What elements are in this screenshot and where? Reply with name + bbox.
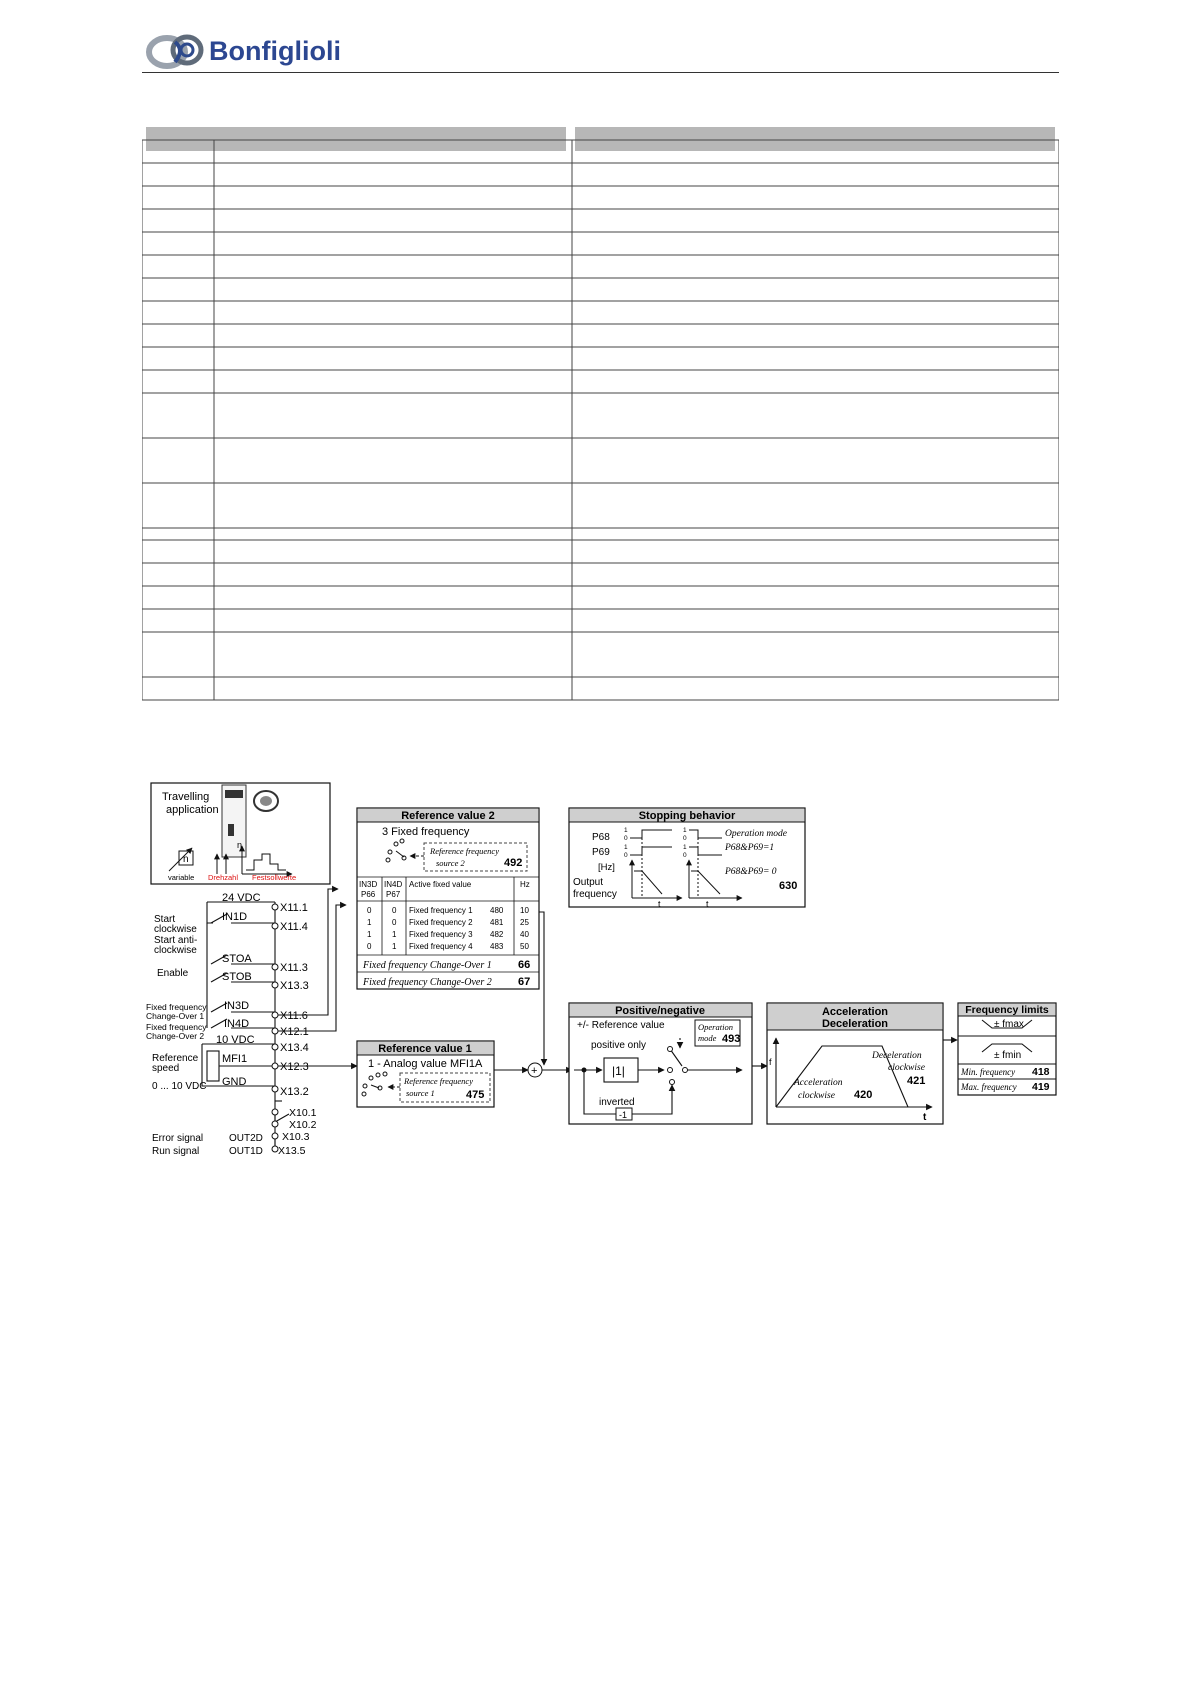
- terminal-labels: [146, 892, 317, 1157]
- bonfiglioli-logo: [145, 28, 395, 72]
- app-title-1: Travelling: [162, 791, 210, 803]
- svg-text:t: t: [658, 899, 661, 909]
- svg-text:P69: P69: [592, 847, 610, 858]
- positive-negative-block: [569, 1003, 752, 1124]
- parameter-table: [142, 127, 1059, 759]
- ff-row-1-label: Fixed frequency 1: [409, 906, 473, 915]
- svg-text:Output: Output: [573, 877, 604, 888]
- svg-text:Active fixed value: Active fixed value: [409, 880, 472, 889]
- svg-text:Fixed frequency: Fixed frequency: [146, 1022, 207, 1032]
- svg-text:X10.1: X10.1: [289, 1107, 317, 1119]
- ref1-source-num: 475: [466, 1089, 485, 1101]
- application-box: [151, 783, 330, 884]
- svg-text:X13.2: X13.2: [280, 1086, 309, 1098]
- svg-text:IN1D: IN1D: [222, 911, 248, 923]
- ff-row-2-a: 1: [367, 918, 372, 927]
- svg-text:0 ... 10 VDC: 0 ... 10 VDC: [152, 1081, 207, 1092]
- svg-text:± fmin: ± fmin: [994, 1050, 1022, 1061]
- ff-changeover-1: Fixed frequency Change-Over 1: [363, 960, 492, 971]
- svg-text:inverted: inverted: [599, 1097, 635, 1108]
- logo-mark-icon: [149, 37, 201, 66]
- acceleration-deceleration-block: [767, 1003, 943, 1124]
- brand-name: Bonfiglioli: [209, 36, 341, 66]
- svg-text:t: t: [923, 1112, 927, 1123]
- ff-row-2-label: Fixed frequency 2: [409, 918, 473, 927]
- svg-text:Deceleration: Deceleration: [821, 1018, 889, 1030]
- svg-text:+/- Reference value: +/- Reference value: [577, 1020, 665, 1031]
- svg-text:0: 0: [683, 835, 687, 842]
- app-drehzahl-label: Drehzahl: [208, 873, 239, 882]
- ref2-title: Reference value 2: [401, 810, 495, 822]
- app-title-2: application: [166, 804, 219, 816]
- svg-text:P67: P67: [386, 890, 401, 899]
- svg-text:Frequency limits: Frequency limits: [965, 1004, 1049, 1016]
- svg-text:Start: Start: [154, 914, 176, 925]
- svg-text:X11.4: X11.4: [280, 921, 308, 933]
- stop-title: Stopping behavior: [638, 810, 736, 822]
- svg-text:Hz: Hz: [520, 880, 530, 889]
- ff-changeover-1-num: 66: [518, 959, 531, 971]
- svg-text:clockwise: clockwise: [154, 945, 197, 956]
- svg-text:frequency: frequency: [573, 889, 617, 900]
- svg-text:speed: speed: [152, 1063, 180, 1074]
- svg-text:Operation: Operation: [698, 1022, 733, 1032]
- svg-text:X10.3: X10.3: [282, 1131, 310, 1143]
- ff-row-1-b: 0: [392, 906, 397, 915]
- svg-text:493: 493: [722, 1033, 741, 1045]
- reference-value-1-block: [357, 1041, 494, 1107]
- svg-text:Change-Over 2: Change-Over 2: [146, 1031, 205, 1041]
- svg-text:X12.3: X12.3: [280, 1061, 309, 1073]
- svg-text:Start anti-: Start anti-: [154, 935, 198, 946]
- svg-text:clockwise: clockwise: [888, 1063, 925, 1073]
- ff-row-3-hz: 40: [520, 930, 529, 939]
- ref1-title: Reference value 1: [378, 1043, 472, 1055]
- svg-text:1: 1: [624, 827, 628, 834]
- svg-text:P68: P68: [592, 832, 610, 843]
- svg-text:OUT2D: OUT2D: [229, 1133, 263, 1144]
- svg-text:clockwise: clockwise: [154, 924, 197, 935]
- svg-text:X10.2: X10.2: [289, 1119, 317, 1131]
- svg-text:X11.6: X11.6: [280, 1010, 308, 1022]
- ff-row-3-b: 1: [392, 930, 397, 939]
- svg-text:Run signal: Run signal: [152, 1146, 200, 1157]
- table-grid: [142, 140, 1059, 700]
- svg-text:-1: -1: [619, 1110, 628, 1120]
- frequency-limits-block: [958, 1003, 1056, 1095]
- svg-text:X11.1: X11.1: [280, 902, 308, 914]
- svg-text:P68&P69= 0: P68&P69= 0: [725, 867, 777, 877]
- svg-text:P66: P66: [361, 890, 376, 899]
- ff-row-3-a: 1: [367, 930, 372, 939]
- ff-row-3-param: 482: [490, 930, 504, 939]
- svg-text:[Hz]: [Hz]: [598, 862, 615, 873]
- svg-text:1: 1: [683, 844, 687, 851]
- svg-text:Deceleration: Deceleration: [872, 1051, 922, 1061]
- svg-text:0: 0: [624, 852, 628, 859]
- ff-row-4-a: 0: [367, 942, 372, 951]
- ff-changeover-2: Fixed frequency Change-Over 2: [363, 977, 492, 988]
- ref2-source-1: Reference frequency: [430, 846, 499, 856]
- table-header-right: [575, 127, 1055, 151]
- app-festsollwerte-label: Festsollwerte: [252, 873, 297, 882]
- svg-text:Max. frequency: Max. frequency: [961, 1082, 1017, 1092]
- svg-text:t: t: [706, 899, 709, 909]
- ff-row-4-hz: 50: [520, 942, 529, 951]
- svg-text:STOA: STOA: [222, 953, 252, 965]
- svg-text:419: 419: [1032, 1081, 1050, 1093]
- posneg-title: Positive/negative: [615, 1005, 705, 1017]
- ff-row-2-hz: 25: [520, 918, 529, 927]
- ff-row-1-hz: 10: [520, 906, 529, 915]
- svg-text:0: 0: [683, 852, 687, 859]
- ref2-mode: 3 Fixed frequency: [382, 826, 470, 838]
- svg-text:clockwise: clockwise: [798, 1091, 835, 1101]
- svg-text:Acceleration: Acceleration: [794, 1078, 843, 1088]
- svg-text:1: 1: [683, 827, 687, 834]
- summing-plus: +: [531, 1065, 538, 1077]
- ref2-source-num: 492: [504, 857, 523, 869]
- header-rule: [142, 72, 1059, 73]
- svg-text:OUT1D: OUT1D: [229, 1146, 263, 1157]
- svg-text:Operation mode: Operation mode: [725, 829, 788, 839]
- app-variable-label: variable: [168, 873, 195, 882]
- ff-row-4-b: 1: [392, 942, 397, 951]
- ref1-source-2: source 1: [406, 1088, 435, 1098]
- svg-text:IN4D: IN4D: [384, 880, 403, 889]
- svg-text:n: n: [237, 840, 243, 850]
- ref1-mode: 1 - Analog value MFI1A: [368, 1058, 483, 1070]
- svg-text:420: 420: [854, 1089, 873, 1101]
- svg-text:Acceleration: Acceleration: [821, 1006, 889, 1018]
- svg-text:f: f: [769, 1057, 772, 1067]
- reference-value-2-block: [357, 808, 539, 989]
- ref2-source-2: source 2: [436, 858, 465, 868]
- svg-text:GND: GND: [222, 1076, 247, 1088]
- svg-text:Reference: Reference: [152, 1053, 199, 1064]
- svg-text:n: n: [183, 854, 189, 865]
- ff-changeover-2-num: 67: [518, 976, 531, 988]
- ff-row-2-param: 481: [490, 918, 504, 927]
- svg-text:X13.4: X13.4: [280, 1042, 309, 1054]
- stop-num: 630: [779, 880, 798, 892]
- ff-row-3-label: Fixed frequency 3: [409, 930, 473, 939]
- svg-text:X12.1: X12.1: [280, 1026, 309, 1038]
- svg-text:|1|: |1|: [612, 1064, 625, 1078]
- svg-text:Change-Over 1: Change-Over 1: [146, 1011, 205, 1021]
- svg-text:IN3D: IN3D: [359, 880, 378, 889]
- svg-text:Error signal: Error signal: [152, 1133, 204, 1144]
- svg-text:IN3D: IN3D: [224, 1000, 250, 1012]
- svg-text:mode: mode: [698, 1033, 717, 1043]
- svg-text:1: 1: [624, 844, 628, 851]
- ff-row-1-a: 0: [367, 906, 372, 915]
- svg-text:X13.5: X13.5: [278, 1145, 306, 1157]
- ff-row-4-param: 483: [490, 942, 504, 951]
- svg-text:positive only: positive only: [591, 1040, 647, 1051]
- ff-row-4-label: Fixed frequency 4: [409, 942, 473, 951]
- ff-row-1-param: 480: [490, 906, 504, 915]
- svg-text:418: 418: [1032, 1066, 1050, 1078]
- svg-text:421: 421: [907, 1075, 926, 1087]
- svg-text:± fmax: ± fmax: [994, 1019, 1024, 1030]
- svg-text:Min. frequency: Min. frequency: [961, 1067, 1016, 1077]
- ff-row-2-b: 0: [392, 918, 397, 927]
- svg-text:STOB: STOB: [222, 971, 252, 983]
- svg-text:0: 0: [624, 835, 628, 842]
- svg-text:24 VDC: 24 VDC: [222, 892, 261, 904]
- svg-text:MFI1: MFI1: [222, 1053, 248, 1065]
- svg-text:IN4D: IN4D: [224, 1018, 250, 1030]
- stopping-behavior-block: [569, 808, 805, 909]
- svg-text:10 VDC: 10 VDC: [216, 1034, 255, 1046]
- table-header-left: [146, 127, 566, 151]
- svg-text:P68&P69=1: P68&P69=1: [725, 843, 775, 853]
- svg-text:X11.3: X11.3: [280, 962, 308, 974]
- ref1-source-1: Reference frequency: [404, 1076, 473, 1086]
- svg-text:X13.3: X13.3: [280, 980, 309, 992]
- svg-text:Fixed frequency: Fixed frequency: [146, 1002, 207, 1012]
- block-diagram: [142, 776, 1059, 1186]
- svg-text:Enable: Enable: [157, 968, 189, 979]
